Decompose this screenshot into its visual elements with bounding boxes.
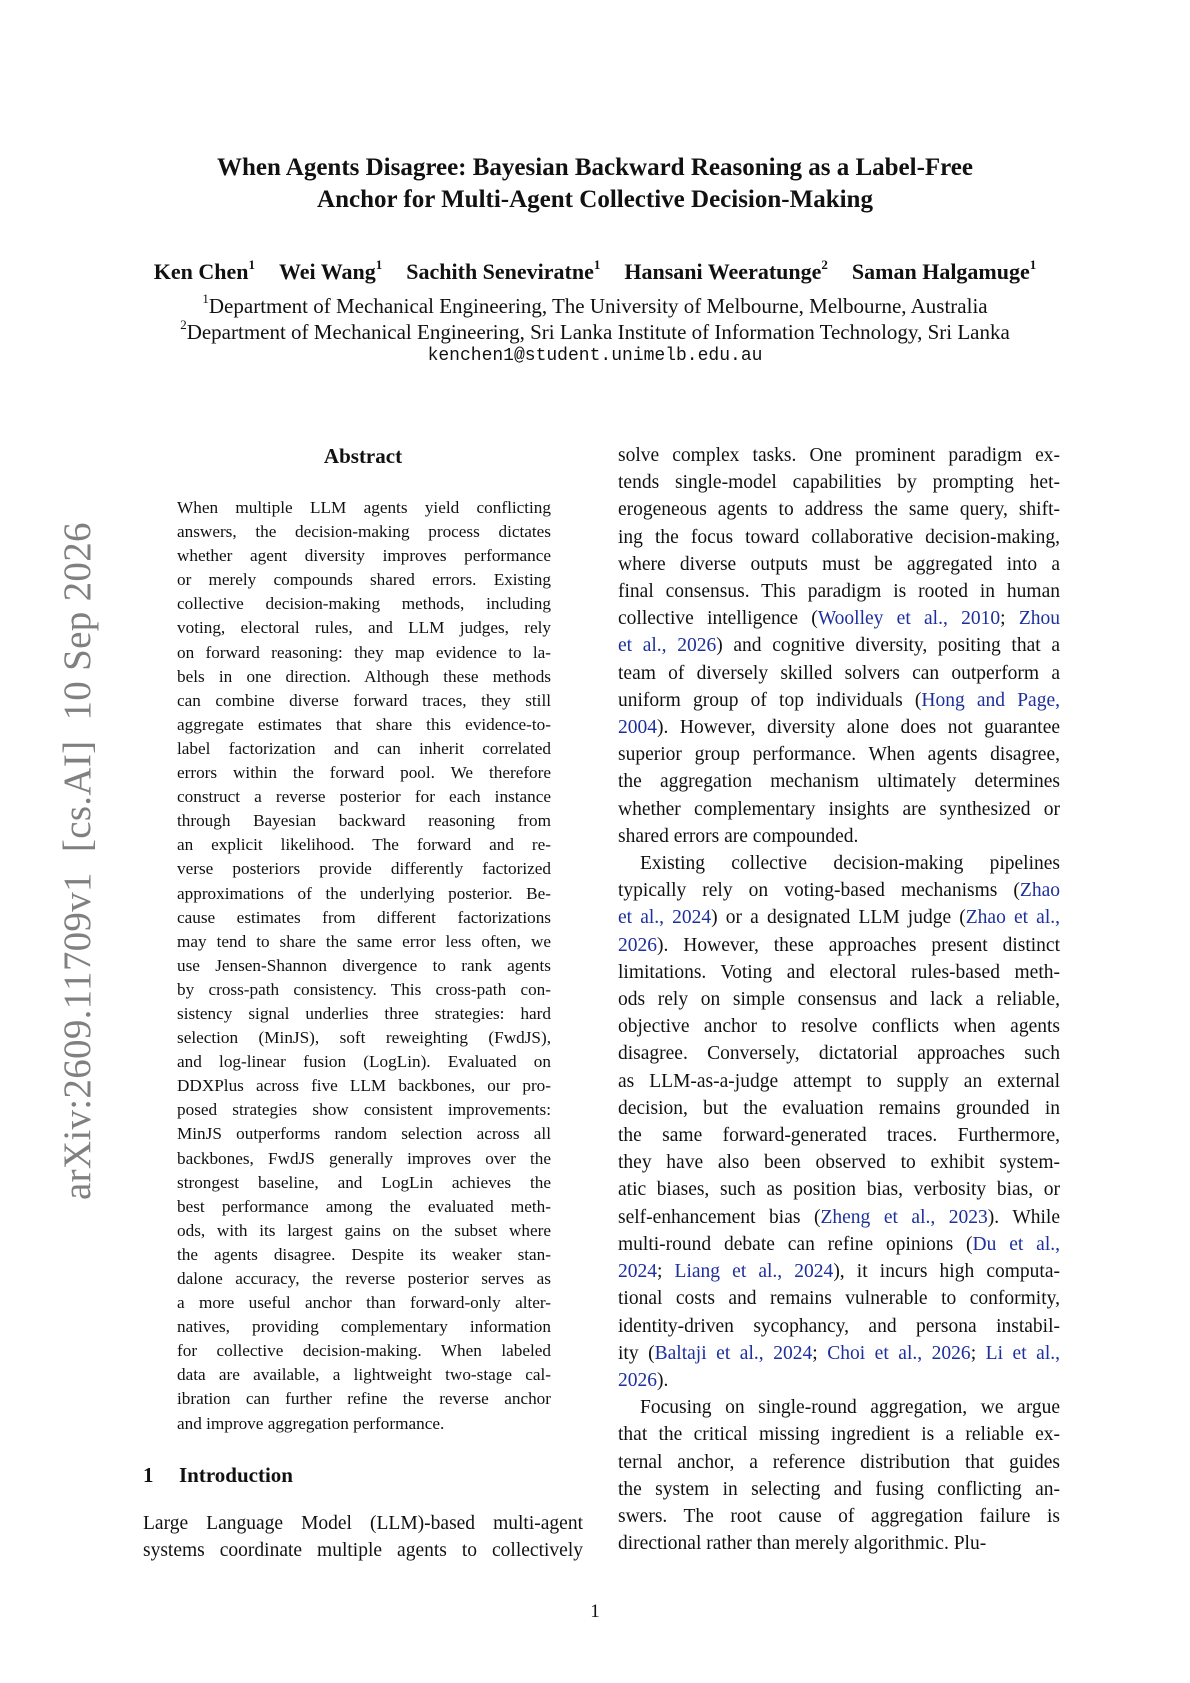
- abstract-line: whether agent diversity improves performance: [177, 546, 551, 566]
- abstract-line: sistency signal underlies three strategies: hard: [177, 1003, 551, 1023]
- body-text: they have also been observed to exhibit system-: [618, 1152, 1060, 1174]
- author-name: [406, 258, 600, 286]
- abstract-line: a more useful anchor than forward-only alter-: [177, 1293, 551, 1313]
- body-text: objective anchor to resolve conflicts when agents: [618, 1016, 1060, 1038]
- citation-link[interactable]: 2026: [618, 1369, 657, 1391]
- author-name: [852, 258, 1036, 286]
- body-line: [618, 823, 1060, 850]
- citation-link[interactable]: 2026: [618, 934, 657, 956]
- body-text: disagree. Conversely, dictatorial approaches such: [618, 1043, 1060, 1065]
- intro-line: systems coordinate multiple agents to collectively: [143, 1540, 583, 1561]
- citation-link[interactable]: et al., 2024: [618, 907, 712, 929]
- body-text: the aggregation mechanism ultimately determines: [618, 771, 1060, 793]
- body-text: solve complex tasks. One prominent paradigm ex-: [618, 445, 1060, 466]
- body-text: ;: [657, 1261, 675, 1283]
- abstract-line: verse posteriors provide differently factorized: [177, 859, 551, 879]
- author-affiliation-marker: 1: [375, 256, 383, 272]
- abstract-line: use Jensen-Shannon divergence to rank agents: [177, 955, 551, 975]
- citation-link[interactable]: et al., 2026: [618, 635, 717, 657]
- abstract-line: cause estimates from different factorizations: [177, 907, 551, 927]
- body-text: ods rely on simple consensus and lack a reliable,: [618, 989, 1060, 1011]
- abstract-line: for collective decision-making. When labeled: [177, 1341, 551, 1361]
- body-line: [618, 741, 1060, 768]
- body-text: final consensus. This paradigm is rooted in human: [618, 581, 1060, 603]
- body-line: [618, 959, 1060, 986]
- paper-title: [0, 152, 1190, 216]
- abstract-line: and improve aggregation performance.: [177, 1413, 445, 1433]
- body-text: ;: [970, 1342, 986, 1364]
- body-line: [618, 605, 1060, 632]
- right-column-body: [618, 442, 1060, 1557]
- body-line: [618, 1285, 1060, 1312]
- body-text: multi-round debate can refine opinions (: [618, 1233, 973, 1255]
- body-text: ) and cognitive diversity, positing that a: [716, 635, 1060, 657]
- body-text: ;: [1000, 608, 1019, 630]
- abstract-line: backbones, FwdJS generally improves over the: [177, 1148, 551, 1168]
- body-line: [618, 877, 1060, 904]
- body-line: [618, 1394, 1060, 1421]
- author-affiliation-marker: 2: [821, 256, 828, 272]
- body-line: [618, 524, 1060, 551]
- abstract-line: errors within the forward pool. We therefore: [177, 763, 551, 783]
- abstract-line: collective decision-making methods, including: [177, 594, 551, 614]
- author-name-text: Saman Halgamuge: [851, 259, 1030, 284]
- body-line: [618, 1231, 1060, 1258]
- abstract-line: natives, providing complementary information: [177, 1317, 551, 1337]
- introduction-body: [143, 1510, 583, 1564]
- body-line: [618, 768, 1060, 795]
- abstract-line: and log-linear fusion (LogLin). Evaluated on: [177, 1052, 551, 1072]
- body-line: [618, 1149, 1060, 1176]
- body-text: the system in selecting and fusing conflicting an-: [618, 1478, 1060, 1500]
- body-line: [618, 660, 1060, 687]
- body-line: [618, 687, 1060, 714]
- body-text: ), it incurs high computa-: [833, 1261, 1060, 1283]
- author-name-text: Wei Wang: [278, 259, 376, 284]
- body-line: [618, 1421, 1060, 1448]
- abstract-line: dalone accuracy, the reverse posterior serves as: [177, 1269, 551, 1288]
- author-name: [154, 258, 255, 286]
- body-line: [618, 850, 1060, 877]
- body-line: [618, 1095, 1060, 1122]
- body-text: Existing collective decision-making pipelines: [640, 853, 1060, 875]
- abstract-line: bels in one direction. Although these methods: [177, 666, 551, 686]
- citation-link[interactable]: 2024: [618, 1261, 657, 1283]
- body-line: [618, 714, 1060, 741]
- body-text: whether complementary insights are synthesized or: [618, 798, 1060, 820]
- body-text: swers. The root cause of aggregation failure is: [618, 1505, 1060, 1527]
- body-text: directional rather than merely algorithmic. Plu-: [618, 1533, 987, 1555]
- body-line: [618, 932, 1060, 959]
- body-line: [618, 496, 1060, 523]
- citation-link[interactable]: Zhao et al.,: [965, 907, 1060, 929]
- body-text: as LLM-as-a-judge attempt to supply an external: [618, 1070, 1060, 1092]
- abstract-line: When multiple LLM agents yield conflicting: [177, 498, 551, 517]
- author-name-text: Hansani Weeratunge: [624, 259, 822, 284]
- abstract-line: aggregate estimates that share this evidence-to-: [177, 714, 551, 734]
- author-affiliation-marker: 1: [593, 256, 601, 272]
- body-line: [618, 469, 1060, 496]
- body-line: [618, 1013, 1060, 1040]
- citation-link[interactable]: 2004: [618, 717, 657, 739]
- citation-link[interactable]: Zheng et al., 2023: [820, 1206, 988, 1228]
- abstract-line: data are available, a lightweight two-stage cal-: [177, 1365, 551, 1385]
- abstract-line: the agents disagree. Despite its weaker stan-: [177, 1244, 551, 1264]
- body-text: tional costs and remains vulnerable to conformity,: [618, 1288, 1060, 1310]
- body-line: [618, 1476, 1060, 1503]
- body-line: [618, 1530, 1060, 1557]
- body-text: collective intelligence (: [618, 608, 818, 630]
- body-text: ) or a designated LLM judge (: [711, 907, 966, 929]
- contact-email[interactable]: kenchen1@student.unimelb.edu.au: [427, 346, 763, 366]
- intro-line: Large Language Model (LLM)-based multi-agent: [143, 1513, 583, 1534]
- body-line: [618, 1503, 1060, 1530]
- body-text: ).: [657, 1369, 669, 1391]
- author-list: [0, 258, 1190, 286]
- abstract-line: answers, the decision-making process dictates: [177, 522, 551, 542]
- abstract-line: ibration can further refine the reverse anchor: [177, 1389, 551, 1409]
- abstract-body: [177, 496, 551, 1436]
- body-text: ternal anchor, a reference distribution that guides: [618, 1451, 1060, 1473]
- abstract-line: selection (MinJS), soft reweighting (FwdJS),: [177, 1028, 551, 1048]
- abstract-line: may tend to share the same error less often, we: [177, 931, 551, 951]
- body-line: [618, 1040, 1060, 1067]
- arxiv-stamp: arXiv:2609.11709v1 [cs.AI] 10 Sep 2026: [56, 522, 99, 1200]
- citation-link[interactable]: Liang et al., 2024: [674, 1261, 834, 1283]
- abstract-line: MinJS outperforms random selection across all: [177, 1124, 551, 1144]
- abstract-line: can combine diverse forward traces, they still: [177, 690, 551, 710]
- body-line: [618, 904, 1060, 931]
- author-name: [279, 258, 382, 286]
- body-text: typically rely on voting-based mechanisms (: [618, 880, 1020, 902]
- abstract-line: label factorization and can inherit correlated: [177, 738, 551, 758]
- affiliation-2: [0, 318, 1190, 346]
- body-text: identity-driven sycophancy, and persona instabil-: [618, 1315, 1060, 1337]
- body-text: team of diversely skilled solvers can outperform a: [618, 662, 1060, 684]
- citation-link[interactable]: Li et al.,: [985, 1342, 1061, 1364]
- affiliation-1: [0, 292, 1190, 320]
- citation-link[interactable]: Baltaji et al., 2024: [654, 1342, 813, 1364]
- body-text: ing the focus toward collaborative decision-making,: [618, 526, 1060, 548]
- body-text: erogeneous agents to address the same query, shift-: [618, 499, 1060, 521]
- body-text: atic biases, such as position bias, verbosity bias, or: [618, 1179, 1060, 1201]
- abstract-line: construct a reverse posterior for each instance: [177, 787, 551, 807]
- abstract-line: best performance among the evaluated meth-: [177, 1196, 551, 1216]
- body-line: [618, 1068, 1060, 1095]
- section-title: Introduction: [179, 1463, 293, 1487]
- affiliation-1-marker: 1: [202, 291, 209, 306]
- body-line: [618, 1122, 1060, 1149]
- body-text: that the critical missing ingredient is a reliable ex-: [618, 1424, 1060, 1446]
- body-text: ). However, diversity alone does not guarantee: [657, 717, 1060, 739]
- abstract-line: an explicit likelihood. The forward and re-: [177, 835, 551, 855]
- abstract-line: approximations of the underlying posterior. Be-: [177, 883, 551, 903]
- abstract-line: posed strategies show consistent improvements:: [177, 1100, 551, 1120]
- section-heading-introduction: [143, 1462, 293, 1488]
- citation-link[interactable]: Zhao: [1019, 880, 1060, 902]
- body-line: [618, 1204, 1060, 1231]
- abstract-line: or merely compounds shared errors. Existing: [177, 570, 551, 590]
- abstract-line: DDXPlus across five LLM backbones, our pro-: [177, 1076, 551, 1096]
- body-text: uniform group of top individuals (: [618, 689, 922, 711]
- body-text: ). While: [987, 1206, 1060, 1228]
- abstract-line: strongest baseline, and LogLin achieves the: [177, 1172, 551, 1192]
- body-line: [618, 1449, 1060, 1476]
- body-line: [618, 1176, 1060, 1203]
- body-text: decision, but the evaluation remains grounded in: [618, 1097, 1060, 1119]
- citation-link[interactable]: Du et al.,: [972, 1233, 1060, 1255]
- body-line: [618, 986, 1060, 1013]
- body-line: [618, 796, 1060, 823]
- title-line-1: When Agents Disagree: Bayesian Backward Reasoning as a Label-Free: [216, 154, 974, 181]
- body-line: [618, 1258, 1060, 1285]
- body-line: [618, 442, 1060, 469]
- body-line: [618, 1340, 1060, 1367]
- affiliation-1-text: Department of Mechanical Engineering, The University of Melbourne, Melbourne, Australia: [208, 294, 988, 318]
- affiliation-2-marker: 2: [180, 317, 187, 332]
- body-text: self-enhancement bias (: [618, 1206, 821, 1228]
- abstract-line: on forward reasoning: they map evidence to la-: [177, 642, 551, 662]
- body-line: [618, 1367, 1060, 1394]
- body-text: superior group performance. When agents disagree,: [618, 744, 1060, 766]
- author-name-text: Sachith Seneviratne: [406, 259, 594, 284]
- author-affiliation-marker: 1: [1029, 256, 1037, 272]
- citation-link[interactable]: Zhou: [1018, 608, 1061, 630]
- body-text: ;: [812, 1342, 828, 1364]
- citation-link[interactable]: Hong and Page,: [921, 689, 1060, 711]
- title-line-2: Anchor for Multi-Agent Collective Decision-Making: [317, 186, 873, 213]
- citation-link[interactable]: Choi et al., 2026: [827, 1342, 971, 1364]
- body-text: shared errors are compounded.: [618, 825, 859, 847]
- body-text: tends single-model capabilities by prompting het-: [618, 472, 1060, 494]
- abstract-line: through Bayesian backward reasoning from: [177, 811, 551, 831]
- abstract-line: by cross-path consistency. This cross-path con-: [177, 979, 551, 999]
- author-name: [624, 258, 828, 286]
- body-line: [618, 632, 1060, 659]
- body-text: where diverse outputs must be aggregated into a: [618, 553, 1060, 575]
- abstract-line: voting, electoral rules, and LLM judges, rely: [177, 618, 551, 638]
- body-line: [618, 578, 1060, 605]
- abstract-heading: Abstract: [323, 444, 403, 468]
- body-text: ). However, these approaches present distinct: [657, 934, 1060, 956]
- body-text: ity (: [618, 1342, 655, 1364]
- body-text: Focusing on single-round aggregation, we argue: [640, 1397, 1060, 1419]
- body-line: [618, 551, 1060, 578]
- body-text: limitations. Voting and electoral rules-based meth-: [618, 961, 1060, 983]
- body-text: the same forward-generated traces. Furthermore,: [618, 1125, 1060, 1147]
- affiliation-2-text: Department of Mechanical Engineering, Sri Lanka Institute of Information Technology, Sri Lanka: [186, 320, 1010, 344]
- author-name-text: Ken Chen: [153, 259, 249, 284]
- section-number: 1: [143, 1463, 154, 1487]
- abstract-line: ods, with its largest gains on the subset where: [177, 1220, 551, 1240]
- body-line: [618, 1313, 1060, 1340]
- author-affiliation-marker: 1: [248, 256, 255, 272]
- citation-link[interactable]: Woolley et al., 2010: [817, 608, 1001, 630]
- page-number: 1: [590, 1601, 600, 1622]
